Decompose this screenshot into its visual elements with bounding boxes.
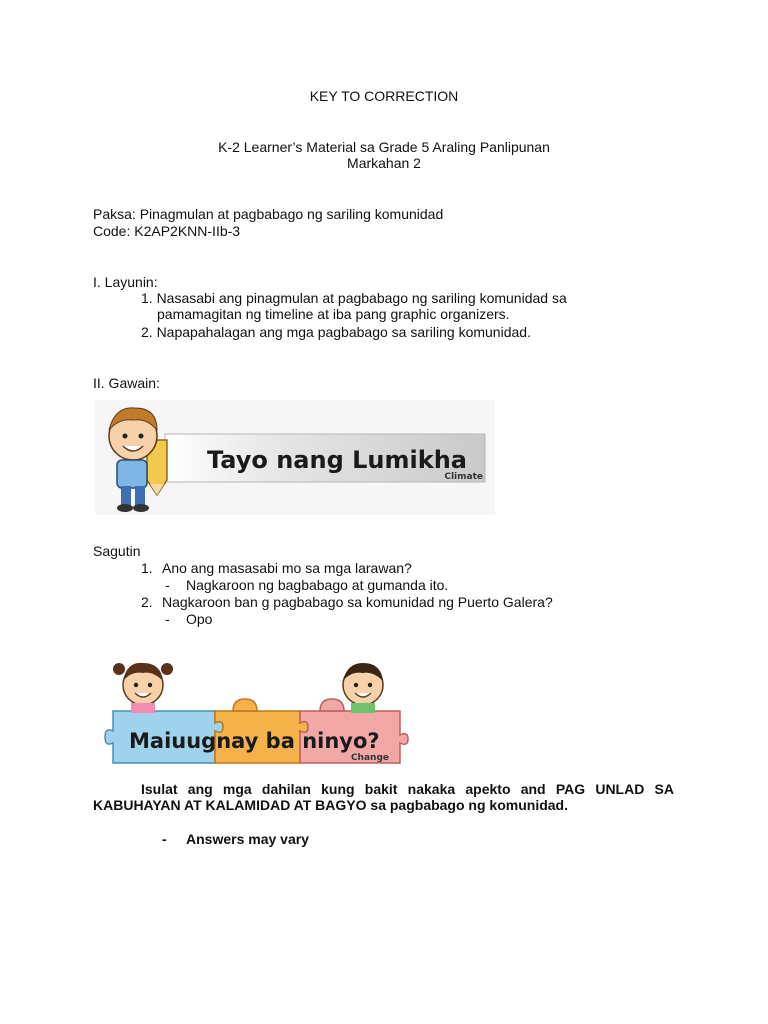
layunin-heading: I. Layunin:	[93, 274, 158, 290]
layunin-item-2: 2. Napapahalagan ang mga pagbabago sa sariling komunidad.	[141, 324, 531, 340]
answers-may-vary: Answers may vary	[186, 831, 309, 847]
gawain-heading: II. Gawain:	[93, 375, 160, 391]
question-1: Ano ang masasabi mo sa mga larawan?	[162, 560, 412, 576]
maiuugnay-banner-tag: Change	[350, 753, 389, 763]
sagutin-heading: Sagutin	[93, 543, 141, 559]
subtitle-line-2: Markahan 2	[347, 155, 421, 171]
svg-text:Tayo nang Lumikha	[207, 446, 467, 474]
layunin-item-1: 1. Nasasabi ang pinagmulan at pagbabago ng sariling komunidad sa	[141, 290, 567, 306]
svg-text:Maiuugnay ba ninyo?	[129, 729, 380, 753]
code-line: Code: K2AP2KNN-IIb-3	[93, 223, 241, 239]
answer-1: Nagkaroon ng bagbabago at gumanda ito.	[186, 577, 449, 593]
question-2: Nagkaroon ban g pagbabago sa komunidad ng Puerto Galera?	[162, 594, 553, 610]
answer-1-dash: -	[165, 577, 170, 593]
question-2-number: 2.	[141, 594, 153, 610]
tayo-banner-tag: Climate	[444, 472, 483, 482]
answer-2: Opo	[186, 611, 213, 627]
puzzle-kids-illustration	[95, 655, 425, 770]
svg-text:Change	[351, 753, 389, 763]
tayo-nang-lumikha-banner	[95, 400, 495, 515]
task-line-1: Isulat ang mga dahilan kung bakit nakaka apekto and PAG UNLAD SA	[141, 781, 674, 797]
question-1-number: 1.	[141, 560, 153, 576]
answer-dash: -	[162, 831, 167, 847]
paksa-line: Paksa: Pinagmulan at pagbabago ng sariling komunidad	[93, 206, 444, 222]
maiuugnay-banner	[95, 655, 425, 770]
page-title: KEY TO CORRECTION	[309, 88, 459, 104]
layunin-item-1-cont: pamamagitan ng timeline at iba pang graphic organizers.	[157, 306, 510, 322]
tayo-banner-title: Tayo nang Lumikha	[207, 446, 467, 474]
maiuugnay-banner-title: Maiuugnay ba ninyo?	[129, 729, 380, 753]
kid-with-pencil-illustration	[95, 400, 495, 515]
answer-2-dash: -	[165, 611, 170, 627]
task-line-2: KABUHAYAN AT KALAMIDAD AT BAGYO sa pagbabago ng komunidad.	[93, 797, 568, 813]
subtitle-line-1: K-2 Learner’s Material sa Grade 5 Araling Panlipunan	[218, 139, 550, 155]
svg-text:Climate	[444, 472, 483, 482]
